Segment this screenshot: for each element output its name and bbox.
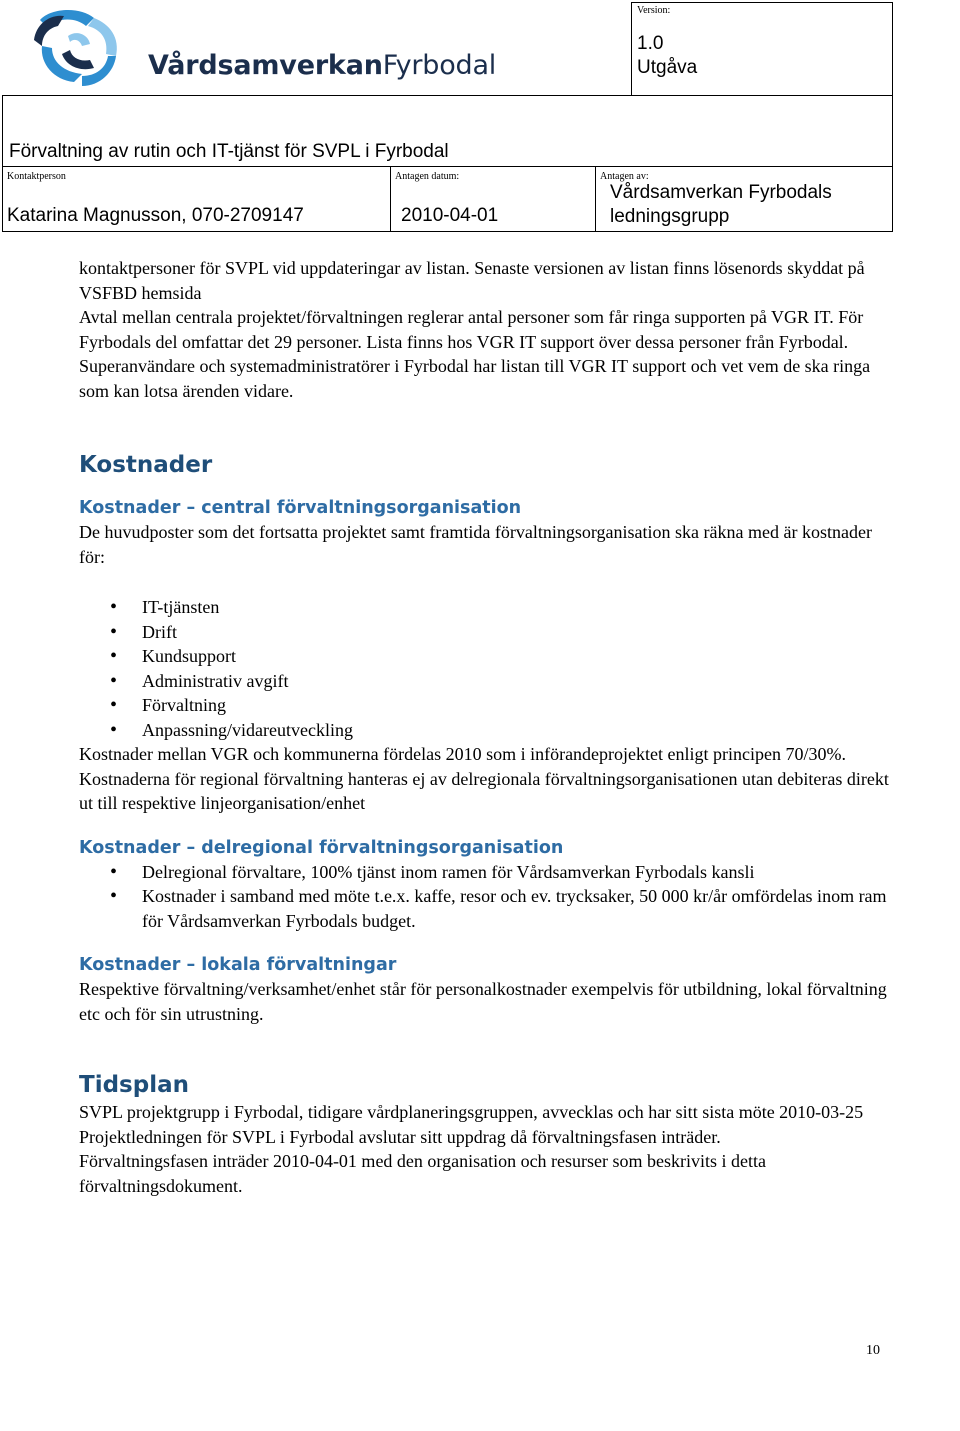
contact-label: Kontaktperson — [7, 171, 66, 182]
organisation-logo — [28, 6, 497, 94]
list-item: • IT-tjänsten — [79, 595, 899, 620]
subregional-costs-list — [79, 860, 899, 934]
intro-paragraph-2: Avtal mellan centrala projektet/förvaltningen reglerar antal personer som får ringa supporten på VGR IT. För Fyrbodals del omfattar det 29 personer. Lista finns hos VGR IT support över dessa personer från Fyrbodal. — [79, 307, 864, 352]
list-item: • Administrativ avgift — [79, 669, 899, 694]
schedule-paragraph-3: Förvaltningsfasen inträder 2010-04-01 med den organisation och resurser som beskrivits i detta förvaltningsdokument. — [79, 1151, 767, 1196]
subheading-local-costs: Kostnader – lokala förvaltningar — [79, 955, 397, 975]
date-cell — [390, 167, 595, 231]
document-title: Förvaltning av rutin och IT-tjänst för SVPL i Fyrbodal — [9, 141, 449, 162]
version-box — [631, 2, 893, 96]
document-header — [0, 0, 893, 232]
section-heading-costs: Kostnader — [79, 452, 213, 478]
version-label: Version: — [637, 5, 671, 16]
page-number: 10 — [866, 1343, 880, 1358]
contact-value: Katarina Magnusson, 070-2709147 — [7, 205, 304, 226]
intro-paragraph-3: Superanvändare och systemadministratörer i Fyrbodal har listan till VGR IT support och vet vem de ska ringa som kan lotsa ärenden vidare. — [79, 356, 871, 401]
list-item: • Drift — [79, 620, 899, 645]
central-costs-after: Kostnader mellan VGR och kommunerna fördelas 2010 som i införandeprojektet enligt principen 70/30%. Kostnaderna för regional förvaltning hanteras ej av delregionala förvaltningsorganisationen utan debiteras direkt ut till respektive linjeorganisation/enhet — [79, 744, 889, 813]
approved-cell — [595, 167, 893, 231]
list-item: • Delregional förvaltare, 100% tjänst inom ramen för Vårdsamverkan Fyrbodals kansli — [79, 860, 899, 885]
approved-value: Vårdsamverkan Fyrbodals ledningsgrupp — [610, 182, 832, 227]
central-costs-intro: De huvudposter som det fortsatta projektet samt framtida förvaltningsorganisation ska räkna med är kostnader för: — [79, 522, 872, 567]
subheading-central-costs: Kostnader – central förvaltningsorganisation — [79, 498, 522, 518]
list-item: • Anpassning/vidareutveckling — [79, 718, 899, 743]
central-costs-list — [79, 595, 899, 742]
logo-wordmark: VårdsamverkanFyrbodal — [148, 50, 497, 81]
local-costs-text: Respektive förvaltning/verksamhet/enhet står för personalkostnader exempelvis för utbildning, lokal förvaltning etc och för sin utrustning. — [79, 979, 887, 1024]
title-row — [2, 95, 893, 167]
contact-cell — [3, 167, 389, 231]
section-heading-schedule: Tidsplan — [79, 1072, 189, 1098]
subheading-subregional-costs: Kostnader – delregional förvaltningsorganisation — [79, 837, 564, 858]
logo-emblem-icon — [28, 6, 146, 94]
version-number: 1.0 — [637, 33, 664, 54]
schedule-paragraph-2: Projektledningen för SVPL i Fyrbodal avslutar sitt uppdrag då förvaltningsfasen inträder. — [79, 1126, 721, 1147]
version-text: Utgåva — [637, 57, 698, 78]
schedule-paragraph-1: SVPL projektgrupp i Fyrbodal, tidigare vårdplaneringsgruppen, avvecklas och har sitt sista möte 2010-03-25 — [79, 1102, 864, 1122]
document-body — [79, 256, 899, 1198]
approved-label: Antagen av: — [600, 171, 649, 182]
date-value: 2010-04-01 — [401, 205, 499, 226]
list-item: • Förvaltning — [79, 693, 899, 718]
list-item: • Kundsupport — [79, 644, 899, 669]
intro-paragraph-1: kontaktpersoner för SVPL vid uppdateringar av listan. Senaste versionen av listan finns lösenords skyddat på VSFBD hemsida — [79, 258, 865, 303]
meta-row — [2, 166, 893, 232]
date-label: Antagen datum: — [395, 171, 460, 182]
list-item: • Kostnader i samband med möte t.e.x. kaffe, resor och ev. trycksaker, 50 000 kr/år omfördelas inom ram för Vårdsamverkan Fyrbodals budget. — [79, 884, 899, 933]
